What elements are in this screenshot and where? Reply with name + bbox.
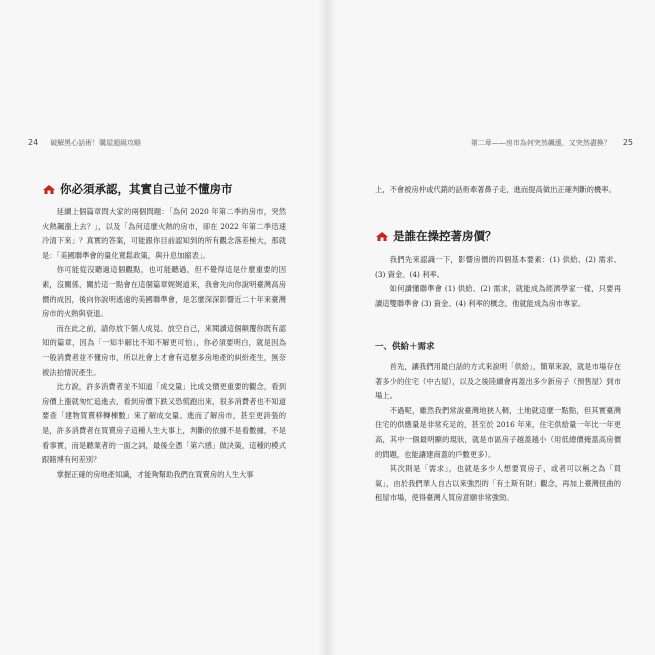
book-title: 破解黑心話術！購屋超級攻略	[50, 139, 142, 147]
paragraph: 不過呢，雖然我們常說臺灣地狹人稠，土地就這麼一點點，但其實臺灣住宅的供應量是非常充足的，甚至於 2016 年來，住宅供給量一年比一年更高，其中一個最明顯的現狀，就是市區房子越蓋越小（用低總價掩蓋高房價的問題，也能讓建商蓋的戶數更多）。	[375, 405, 621, 459]
section-heading-left	[42, 181, 233, 197]
paragraph: 如何讀懂聯準會 (1) 供給、(2) 需求，就能成為經濟學家一樣，只要再讀這雙聯準會 (3) 資金、(4) 利率的概念，他就能成為房市專家。	[375, 284, 621, 308]
running-header-right	[471, 138, 633, 148]
continuation-text	[375, 183, 621, 198]
house-icon	[42, 184, 56, 195]
intro-text	[375, 253, 621, 311]
house-icon	[375, 231, 389, 242]
page-number-left: 24	[28, 138, 39, 147]
left-page	[0, 0, 327, 655]
paragraph: 其次則是「需求」，也就是多少人想要買房子，或者可以稱之為「買氣」，由於我們華人自古以來強烈的「有土斯有財」觀念，再加上臺灣扭曲的租屋市場，使得臺灣人買房意願非常強勁。	[375, 464, 621, 503]
chapter-title: 第二章——房市為何突然飆漲，又突然盡換？	[470, 139, 611, 147]
right-page	[327, 0, 655, 655]
paragraph: 延續上個篇章問大家的兩個問題：「為何 2020 年第二季的房市，突然火熱飆漲上去？」，以及「為何這麼火熱的房市，卻在 2022 年第二季迅速冷清下來」？真實的答案，可能跟你目前認知到的所有觀念落差極大，那就是：「美國聯準會的量化寬鬆政策，與升息加縮表」。	[42, 207, 286, 260]
section-heading-text: 你必須承認，其實自己並不懂房市	[60, 182, 233, 196]
section-heading-right	[375, 228, 497, 244]
paragraph: 掌握正確的房地產知識，才能夠幫助我們在買賣房的人生大事	[56, 469, 254, 479]
sub-heading: 一、供給＋需求	[375, 342, 435, 352]
section-heading-text: 是誰在操控著房價？	[393, 229, 497, 243]
paragraph: 比方說，許多消費者並不知道「成交量」比成交價更重要的觀念，看到房價上漲就匆忙追進去，看到房價下跌又恐慌跑出來，很多消費者也不知道要查「建物買賣移轉棟數」來了解成交量、進而了解房市，甚至更誇張的是，許多消費者在買賣房子這種人生大事上，判斷的依據不是看數據，不是看事實，而是聽業者的一面之詞，最後全憑「第六感」做決策，這種的模式跟賭博有何差別？	[42, 382, 286, 465]
paragraph: 而在此之前，請你放下個人成見、放空自己，來閱讀這個顛覆你既有認知的篇章，因為「一知半解比不知不解更可怕」，你必須要明白，就是因為一般消費者並不懂房市，所以社會上才會有這麼多房地產的糾紛產生，無奈被法拍情況產生。	[42, 323, 286, 377]
paragraph: 你可能從沒聽過這個觀點，也可能聽過，但不覺得這是什麼重要的因素，沒關係，關於這一點會在這個篇章娓娓道來，我會先向你說明臺灣高房價的成因，後向你說明遙遠的美國聯準會，是怎麼深深影響近二十年來臺灣房市的火熱與衰退。	[42, 265, 286, 319]
paragraph: 我們先來認識一下，影響房價的四個基本要素：(1) 供給、(2) 需求、(3) 資金、(4) 利率。	[375, 255, 621, 279]
paragraph: 首先，讓我們用最白話的方式來說明「供給」，簡單來說，就是市場存在著多少的住宅（中古屋），以及之後陸續會再蓋出多少新房子（預售屋）到市場上。	[375, 362, 621, 401]
book-gutter	[318, 0, 336, 655]
body-text-left	[42, 205, 286, 482]
running-header-left	[28, 138, 141, 148]
page-number-right: 25	[622, 138, 633, 147]
sub-section-text	[375, 360, 621, 506]
paragraph: 上，不會被房仲或代銷的話術牽著鼻子走，進而提高做出正確判斷的機率。	[375, 185, 616, 194]
